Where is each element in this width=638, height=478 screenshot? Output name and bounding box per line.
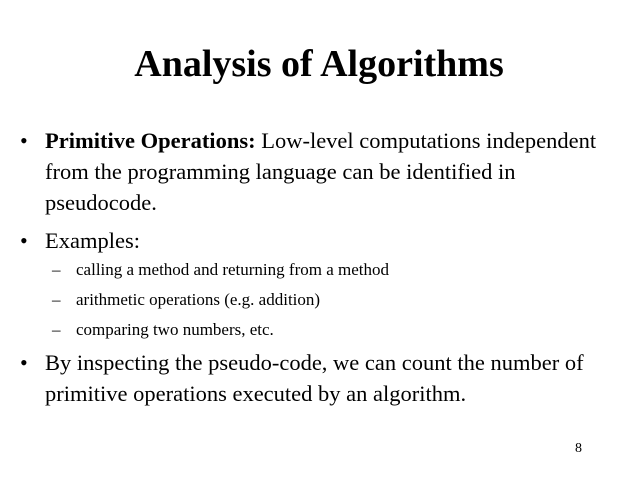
bullet-marker: •	[20, 228, 28, 253]
bullet-text: By inspecting the pseudo-code, we can count the number of primitive operations executed by an algorithm.	[45, 350, 584, 406]
bullet-lead: Primitive Operations:	[45, 128, 256, 153]
slide-title: Analysis of Algorithms	[134, 43, 504, 85]
bullet-text: Examples:	[45, 228, 140, 253]
bullet-marker: •	[20, 128, 28, 153]
sub-item-text: comparing two numbers, etc.	[76, 320, 274, 339]
sub-item-text: arithmetic operations (e.g. addition)	[76, 290, 321, 309]
sub-item-marker: –	[52, 260, 61, 279]
sub-item-text: calling a method and returning from a method	[76, 260, 389, 279]
sub-item-marker: –	[52, 320, 61, 339]
page-number: 8	[575, 441, 582, 456]
bullet-text	[45, 125, 625, 218]
sub-item-marker: –	[52, 290, 61, 309]
bullet-body: Low-level computations independent from the programming language can be identified in pseudocode.	[45, 128, 597, 215]
bullet-marker: •	[20, 350, 28, 375]
